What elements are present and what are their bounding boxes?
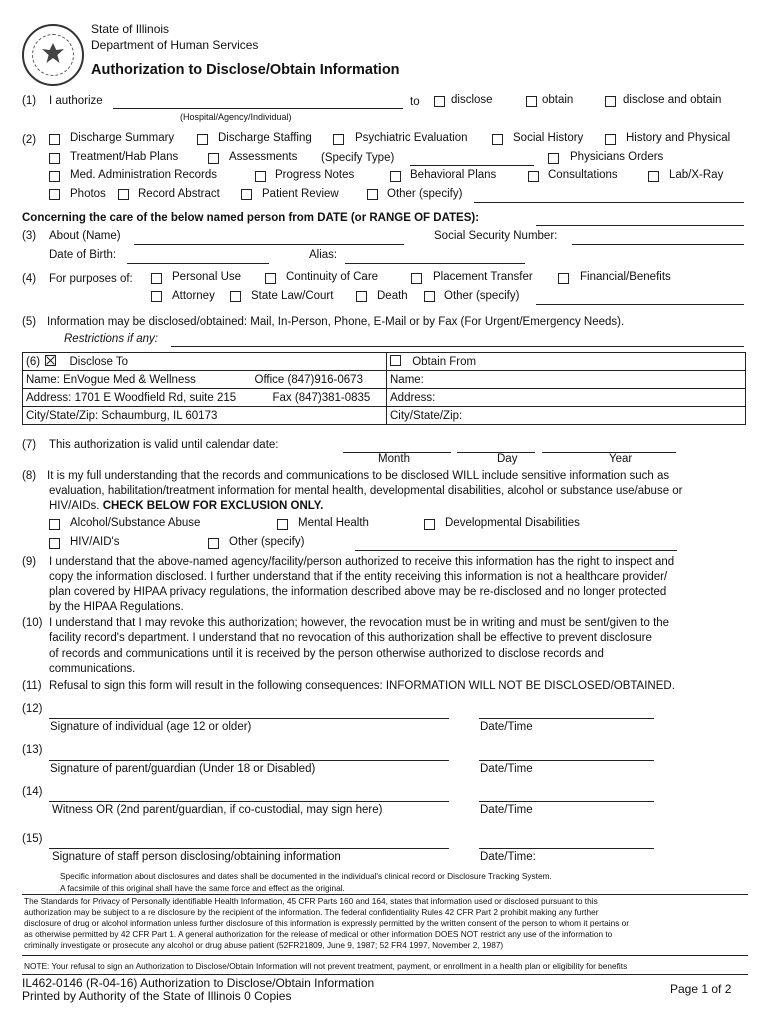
record-abstract-label: Record Abstract (138, 188, 220, 200)
section-12-number: (12) (22, 703, 43, 715)
s8-line-2: evaluation, habilitation/treatment information for mental health, developmental disabilities, alcohol or substance use/abuse or (49, 485, 683, 497)
section-9-number: (9) (22, 556, 37, 568)
specific-info-note: Specific information about disclosures and dates shall be documented in the individual's clinical record or Disclosure Tracking System. (60, 871, 552, 881)
specify-type-label: (Specify Type) (321, 152, 395, 164)
disclose-and-obtain-checkbox[interactable] (605, 96, 616, 107)
standards-line-4: as otherwise permitted by 42 CFR Part 1. A general authorization for the release of medical or other information DOES NOT restrict any use of the information to (24, 929, 613, 939)
med-admin-label: Med. Administration Records (70, 169, 218, 181)
s10-line-3: of records and communications until it is received by the person otherwise authorized to disclose records and (49, 648, 604, 660)
valid-until-text: This authorization is valid until calendar date: (49, 439, 279, 451)
exclude-other-field[interactable] (355, 550, 677, 551)
photos-checkbox[interactable] (49, 189, 60, 200)
signature-witness-line[interactable] (49, 801, 449, 802)
state-law-label: State Law/Court (251, 290, 334, 302)
dob-field[interactable] (127, 263, 269, 264)
social-history-label: Social History (513, 132, 584, 144)
month-label: Month (378, 453, 410, 465)
history-physical-checkbox[interactable] (605, 134, 616, 145)
section-14-number: (14) (22, 786, 43, 798)
ssn-label: Social Security Number: (434, 230, 558, 242)
exclude-developmental-label: Developmental Disabilities (445, 517, 580, 529)
obtain-from-label: Obtain From (412, 356, 477, 368)
placement-transfer-checkbox[interactable] (411, 273, 422, 284)
standards-line-1: The Standards for Privacy of Personally identifiable Health Information, 45 CFR Parts 160 and 164, states that information used or disclosed pursuant to this (24, 896, 598, 906)
standards-line-3: disclosure of drug or alcohol information unless further disclosure of this information is expressly permitted by the written consent of the person to whom it pertains or (24, 918, 630, 928)
facsimile-note: A facsimile of this original shall have the same force and effect as the original. (60, 883, 345, 893)
obtain-from-checkbox[interactable] (390, 355, 401, 366)
section-2-number: (2) (22, 134, 37, 146)
other-specify-label: Other (specify) (387, 188, 463, 200)
standards-line-5: criminally investigate or prosecute any alcohol or drug abuse patient (52FR21809, June 9, 1987; 52 FR4 1997, November 2, 1987) (24, 940, 504, 950)
other-specify-checkbox[interactable] (367, 189, 378, 200)
psychiatric-evaluation-label: Psychiatric Evaluation (355, 132, 468, 144)
s8-line-1: It is my full understanding that the records and communications to be disclosed WILL include sensitive information such as (47, 470, 670, 482)
date-range-field[interactable] (536, 225, 744, 226)
section-13-number: (13) (22, 744, 43, 756)
history-physical-label: History and Physical (626, 132, 731, 144)
s8-line-3 (49, 500, 323, 512)
year-label: Year (609, 453, 633, 465)
fax-number: Fax (847)381-0835 (272, 391, 371, 404)
agency-line-1: State of Illinois (91, 22, 170, 36)
disclose-address-cell[interactable] (23, 389, 387, 407)
section-1-number: (1) (22, 95, 37, 107)
signature-individual-line[interactable] (49, 718, 449, 719)
purpose-other-label: Other (specify) (444, 290, 520, 302)
s9-line-1: I understand that the above-named agency/facility/person authorized to receive this information has the right to inspect and (49, 556, 675, 568)
attorney-checkbox[interactable] (151, 291, 162, 302)
section-8-number: (8) (22, 470, 37, 482)
obtain-name-cell[interactable] (387, 371, 746, 389)
restrictions-field[interactable] (171, 346, 744, 347)
form-id: IL462-0146 (R-04-16) Authorization to Disclose/Obtain Information (22, 976, 375, 990)
record-abstract-checkbox[interactable] (118, 189, 129, 200)
section-11-number: (11) (22, 680, 42, 692)
obtain-from-cell (387, 353, 746, 371)
section-5-number: (5) (22, 316, 37, 328)
s10-line-1: I understand that I may revoke this authorization; however, the revocation must be in writing and must be sent/given to the (49, 617, 670, 629)
signature-parent-line[interactable] (49, 760, 449, 761)
exclude-alcohol-checkbox[interactable] (49, 519, 60, 530)
office-phone: Office (847)916-0673 (254, 373, 363, 386)
page-number: Page 1 of 2 (670, 982, 732, 996)
obtain-name-label: Name: (390, 373, 424, 386)
date-time-14-label: Date/Time (480, 804, 533, 816)
restrictions-label: Restrictions if any: (64, 333, 158, 345)
assessments-checkbox[interactable] (208, 153, 219, 164)
day-label: Day (497, 453, 518, 465)
for-purposes-label: For purposes of: (49, 273, 133, 285)
exclusion-instruction: CHECK BELOW FOR EXCLUSION ONLY. (102, 500, 324, 512)
continuity-checkbox[interactable] (265, 273, 276, 284)
death-label: Death (377, 290, 408, 302)
assessments-label: Assessments (229, 151, 298, 163)
personal-use-label: Personal Use (172, 271, 242, 283)
signature-witness-label: Witness OR (2nd parent/guardian, if co-custodial, may sign here) (52, 804, 383, 816)
concerning-heading: Concerning the care of the below named person from DATE (or RANGE OF DATES): (22, 212, 480, 224)
behavioral-plans-label: Behavioral Plans (410, 169, 497, 181)
disclose-to-checkbox[interactable] (45, 355, 56, 366)
disclose-to-label: Disclose To (69, 356, 129, 368)
disclose-name-cell[interactable] (23, 371, 387, 389)
disclose-label: disclose (451, 94, 493, 106)
progress-notes-checkbox[interactable] (255, 171, 266, 182)
about-name-field[interactable] (134, 244, 404, 245)
purpose-other-field[interactable] (536, 304, 744, 305)
purpose-other-checkbox[interactable] (424, 291, 435, 302)
exclude-developmental-checkbox[interactable] (424, 519, 435, 530)
about-name-label: About (Name) (49, 230, 121, 242)
alias-field[interactable] (345, 263, 525, 264)
section-6-number: (6) (26, 356, 41, 368)
treatment-hab-label: Treatment/Hab Plans (70, 151, 179, 163)
discharge-summary-label: Discharge Summary (70, 132, 175, 144)
date-time-15-label: Date/Time: (480, 851, 536, 863)
exclude-other-label: Other (specify) (229, 536, 305, 548)
signature-staff-line[interactable] (49, 848, 449, 849)
physicians-orders-label: Physicians Orders (570, 151, 664, 163)
behavioral-plans-checkbox[interactable] (390, 171, 401, 182)
state-law-checkbox[interactable] (230, 291, 241, 302)
obtain-city-label: City/State/Zip: (390, 409, 463, 422)
ssn-field[interactable] (572, 244, 744, 245)
agency-line-2: Department of Human Services (91, 38, 259, 52)
dob-label: Date of Birth: (49, 249, 117, 261)
notes-divider-bottom (22, 974, 748, 975)
date-time-12-line[interactable] (479, 718, 654, 719)
s9-line-3: plan covered by HIPAA privacy regulations, the information described above may be re-disclosed and no longer protected (49, 586, 667, 598)
refusal-consequence-text: Refusal to sign this form will result in the following consequences: INFORMATION WILL NOT BE DISCLOSED/OBTAINED. (49, 680, 675, 692)
section-3-number: (3) (22, 230, 37, 242)
obtain-address-cell[interactable] (387, 389, 746, 407)
alias-label: Alias: (309, 249, 338, 261)
disclose-and-obtain-label: disclose and obtain (623, 94, 722, 106)
placement-transfer-label: Placement Transfer (433, 271, 533, 283)
to-label: to (410, 96, 420, 108)
obtain-checkbox[interactable] (526, 96, 537, 107)
date-time-15-line[interactable] (479, 848, 654, 849)
hiv-aids-text: HIV/AIDs. (49, 500, 100, 512)
printed-by: Printed by Authority of the State of Illinois 0 Copies (22, 989, 292, 1003)
lab-xray-checkbox[interactable] (648, 171, 659, 182)
address-label: Address: (26, 391, 72, 404)
progress-notes-label: Progress Notes (275, 169, 355, 181)
discharge-staffing-checkbox[interactable] (197, 134, 208, 145)
form-title: Authorization to Disclose/Obtain Information (91, 62, 400, 78)
discharge-summary-checkbox[interactable] (49, 134, 60, 145)
exclude-mental-checkbox[interactable] (277, 519, 288, 530)
notes-divider-middle (22, 955, 748, 956)
disclose-to-cell (23, 353, 387, 371)
s10-line-4: communications. (49, 663, 136, 675)
section-7-number: (7) (22, 439, 37, 451)
name-label: Name: (26, 373, 60, 386)
social-history-checkbox[interactable] (492, 134, 503, 145)
physicians-orders-checkbox[interactable] (548, 153, 559, 164)
s9-line-2: copy the information disclosed. I further understand that if the entity receiving this information is not a healthcare provider/ (49, 571, 668, 583)
photos-label: Photos (70, 188, 106, 200)
death-checkbox[interactable] (356, 291, 367, 302)
assessment-type-field[interactable] (410, 165, 534, 166)
psychiatric-evaluation-checkbox[interactable] (333, 134, 344, 145)
disclose-checkbox[interactable] (434, 96, 445, 107)
obtain-city-cell[interactable] (387, 407, 746, 425)
signature-staff-label: Signature of staff person disclosing/obtaining information (52, 851, 341, 863)
exclude-mental-label: Mental Health (298, 517, 369, 529)
exclude-hiv-label: HIV/AID's (70, 536, 120, 548)
consultations-label: Consultations (548, 169, 618, 181)
signature-parent-label: Signature of parent/guardian (Under 18 or Disabled) (50, 763, 316, 775)
section-15-number: (15) (22, 833, 43, 845)
med-admin-checkbox[interactable] (49, 171, 60, 182)
attorney-label: Attorney (172, 290, 215, 302)
date-time-14-line[interactable] (479, 801, 654, 802)
exclude-hiv-checkbox[interactable] (49, 538, 60, 549)
recipient-city: Schaumburg, IL 60173 (101, 409, 218, 422)
disclose-city-cell[interactable] (23, 407, 387, 425)
standards-line-2: authorization may be subject to a re disclosure by the recipient of the information. The federal confidentiality Rules 42 CFR Part 2 prohibit making any further (24, 907, 599, 917)
city-label: City/State/Zip: (26, 409, 99, 422)
refusal-note: NOTE: Your refusal to sign an Authorization to Disclose/Obtain Information will not prevent treatment, payment, or enrollment in a health plan or eligibility for benefits (24, 961, 628, 971)
authorizer-sublabel: (Hospital/Agency/Individual) (180, 112, 292, 122)
continuity-label: Continuity of Care (286, 271, 379, 283)
other-specify-field[interactable] (474, 202, 744, 203)
date-time-13-label: Date/Time (480, 763, 533, 775)
patient-review-label: Patient Review (262, 188, 339, 200)
recipient-name: EnVogue Med & Wellness (63, 373, 196, 386)
state-seal (22, 24, 84, 86)
section-4-number: (4) (22, 273, 37, 285)
discharge-staffing-label: Discharge Staffing (218, 132, 312, 144)
financial-benefits-checkbox[interactable] (558, 273, 569, 284)
exclude-other-checkbox[interactable] (208, 538, 219, 549)
i-authorize-label: I authorize (49, 95, 103, 107)
patient-review-checkbox[interactable] (241, 189, 252, 200)
date-time-12-label: Date/Time (480, 721, 533, 733)
s10-line-2: facility record's department. I understand that no revocation of this authorization shall be effective to prevent disclosure (49, 632, 652, 644)
recipient-address: 1701 E Woodfield Rd, suite 215 (74, 391, 237, 404)
signature-individual-label: Signature of individual (age 12 or older) (50, 721, 252, 733)
obtain-address-label: Address: (390, 391, 436, 404)
day-field[interactable] (457, 452, 535, 453)
exclude-alcohol-label: Alcohol/Substance Abuse (70, 517, 201, 529)
date-time-13-line[interactable] (479, 760, 654, 761)
recipient-table (22, 352, 746, 425)
section-10-number: (10) (22, 617, 43, 629)
personal-use-checkbox[interactable] (151, 273, 162, 284)
financial-benefits-label: Financial/Benefits (580, 271, 671, 283)
notes-divider-top (22, 894, 748, 895)
delivery-methods-text: Information may be disclosed/obtained: Mail, In-Person, Phone, E-Mail or by Fax (For Urgent/Emergency Needs). (47, 316, 625, 328)
treatment-hab-checkbox[interactable] (49, 153, 60, 164)
s9-line-4: by the HIPAA Regulations. (49, 601, 184, 613)
authorizer-field[interactable] (113, 108, 403, 109)
obtain-label: obtain (542, 94, 574, 106)
lab-xray-label: Lab/X-Ray (669, 169, 724, 181)
consultations-checkbox[interactable] (528, 171, 539, 182)
